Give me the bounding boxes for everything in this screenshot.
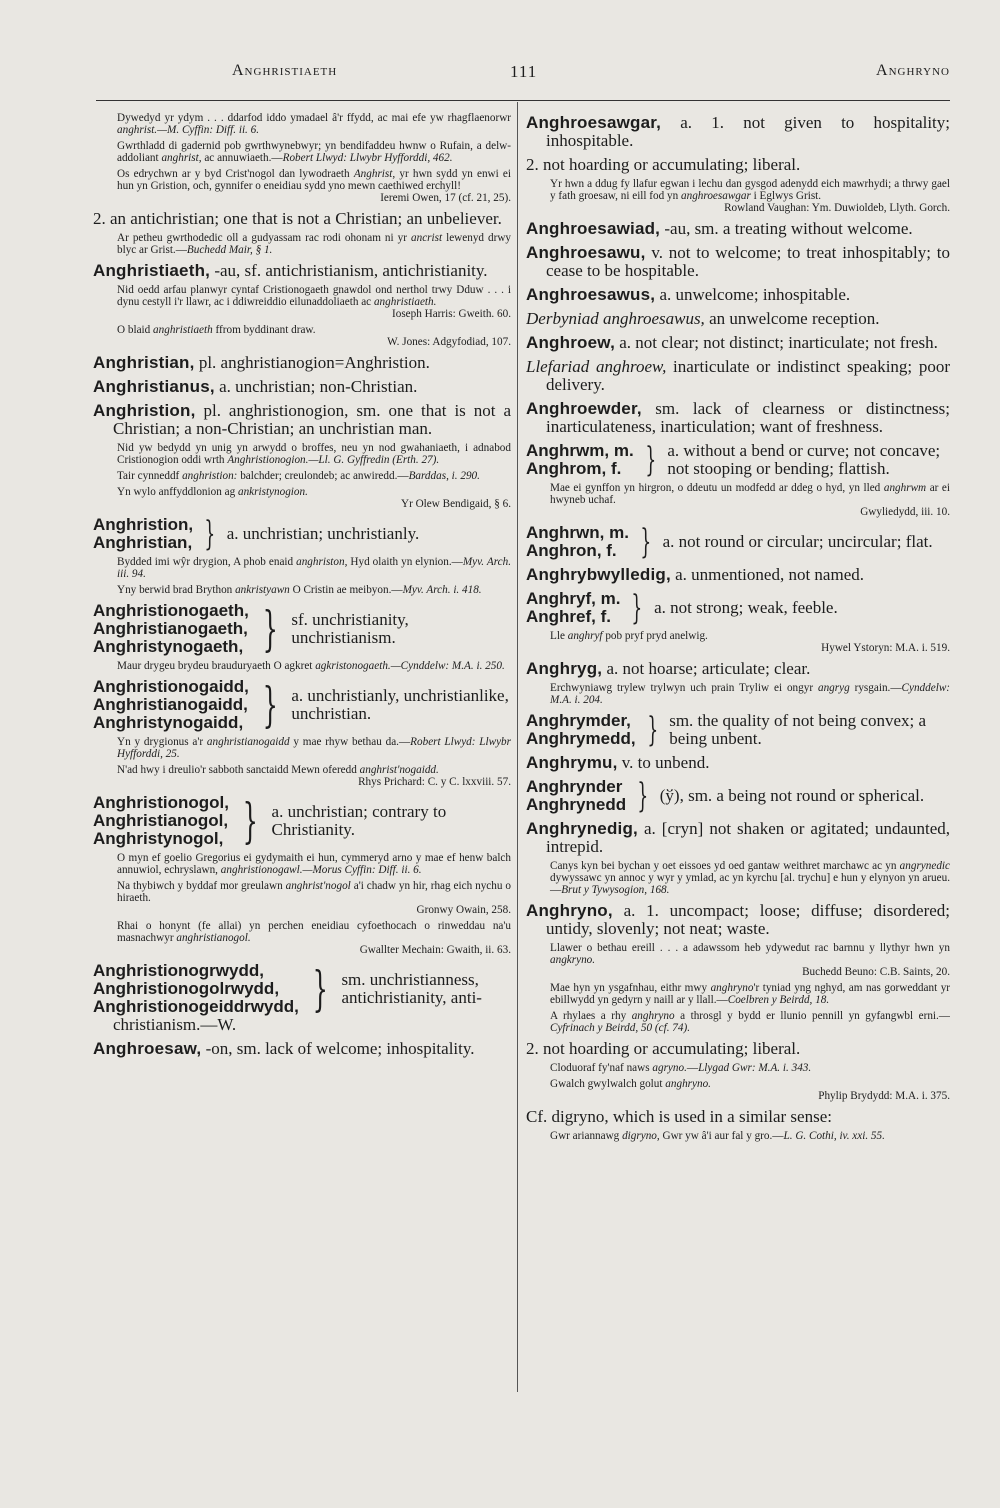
quotation: Yny berwid brad Brython ankristyawn O Cristin ae meibyon.—Myv. Arch. i. 418. — [117, 584, 482, 596]
quotation: N'ad hwy i dreulio'r sabboth sanctaidd Mewn oferedd anghrist'nogaidd. Rhys Prichard: C. y C. lxxviii. 57. — [117, 764, 511, 788]
quotation: Lle anghryf pob pryf pryd anelwig. Hywel Ystoryn: M.A. i. 519. — [550, 630, 950, 654]
cross-reference: Cf. digryno, which is used in a similar sense: — [526, 1107, 832, 1126]
example-phrase: Llefariad anghroew, inarticulate or indistinct speaking; poor delivery. — [526, 357, 950, 394]
header-rule — [96, 100, 950, 101]
sense-2: 2. an antichristian; one that is not a Christian; an unbeliever. — [93, 209, 502, 228]
quotation: Maur drygeu brydeu brauduryaeth O agkret agkristonogaeth.—Cynddelw: M.A. i. 250. — [117, 660, 505, 672]
entry-anghroesawiad: Anghroesawiad, -au, sm. a treating without welcome. — [526, 219, 913, 238]
quotation: Nid oedd arfau planwyr cyntaf Cristionogaeth gnawdol ond nerthol trwy Dduw . . . i dynu cestyll i'r llawr, ac i ddiwreiddio eilunaddoliaeth ac anghristiaeth. Ioseph Harris: Gweith. 60. — [117, 284, 511, 320]
quotation: Yn y drygionus a'r anghristianogaidd y mae rhyw bethau da.—Robert Llwyd: Llwybr Hyfforddi, 25. — [117, 736, 511, 760]
entry-anghroesaw: Anghroesaw, -on, sm. lack of welcome; inhospitality. — [93, 1039, 475, 1058]
quotation: Yr hwn a ddug fy llafur egwan i lechu dan gysgod adenydd eich mawrhydi; a thrwy gael y fath groesaw, ni eill fod yn anghroesawgar i Eglwys Grist. Rowland Vaughan: Ym. Duwioldeb, Llyth. Gorch. — [550, 178, 950, 214]
quotation: Mae ei gynffon yn hirgron, o ddeutu un modfedd ar ddeg o hyd, yn lled anghrwm ar ei hwyneb uchaf. Gwyliedydd, iii. 10. — [550, 482, 950, 518]
quotation: Gwrthladd di gadernid pob gwrthwynebwyr; yn bendifaddeu hwnw o Rufain, a delw-addoliant anghrist, ac annuwiaeth.—Robert Llwyd: Llwybr Hyfforddi, 462. — [117, 140, 511, 164]
entry-anghroewder: Anghroewder, sm. lack of clearness or distinctness; inarticulateness, inarticulation; want of freshness. — [526, 399, 950, 436]
entry-group-anghryf: Anghryf, m. Anghref, f. } a. not strong; weak, feeble. — [526, 588, 838, 628]
quotation: Os edrychwn ar y byd Crist'nogol dan lywodraeth Anghrist, yr hwn sydd yn enwi ei hun yn Gristion, och, gynnifer o eneidiau sydd yno mewn caethiwed erchyll! Ieremi Owen, 17 (cf. 21, 25). — [117, 168, 511, 204]
entry-anghristiaeth: Anghristiaeth, -au, sf. antichristianism, antichristianity. — [93, 261, 488, 280]
entry-group-anghrwn: Anghrwn, m. Anghron, f. } a. not round or circular; uncircular; flat. — [526, 522, 933, 562]
entry-anghrymu: Anghrymu, v. to unbend. — [526, 753, 710, 772]
quotation: O myn ef goelio Gregorius ei gydymaith ei hun, cymmeryd arno y mae ef henw balch annuwiol, echryslawn, anghristionogawl.—Morus Cyffin: Diff. ii. 6. — [117, 852, 511, 876]
entry-anghristianus: Anghristianus, a. unchristian; non-Christian. — [93, 377, 418, 396]
entry-anghroesawus: Anghroesawus, a. unwelcome; inhospitable. — [526, 285, 851, 304]
page-number: 111 — [510, 62, 538, 81]
entry-group-anghristionogol: Anghristionogol, Anghristianogol, Anghristynogol, } a. unchristian; contrary to Christianity. — [93, 793, 447, 849]
quotation: Tair cynneddf anghristion: balchder; creulondeb; ac anwiredd.—Barddas, i. 290. — [117, 470, 480, 482]
running-header — [100, 62, 950, 86]
header-right: Anghryno — [876, 62, 950, 79]
left-column — [93, 108, 511, 1398]
quotation: Bydded imi wŷr drygion, A phob enaid anghriston, Hyd olaith yn elynion.—Myv. Arch. iii. 94. — [117, 556, 511, 580]
entry-anghryno: Anghryno, a. 1. uncompact; loose; diffuse; disordered; untidy, slovenly; not neat; waste. — [526, 901, 950, 938]
right-column — [526, 108, 950, 1398]
entry-anghryg: Anghryg, a. not hoarse; articulate; clear. — [526, 659, 811, 678]
entry-anghrynedig: Anghrynedig, a. [cryn] not shaken or agitated; undaunted, intrepid. — [526, 819, 950, 856]
quotation: Cloduoraf fy'naf naws agryno.—Llygad Gwr: M.A. i. 343. — [550, 1062, 812, 1074]
quotation: Erchwyniawg trylew trylwyn uch prain Tryliw ei ongyr angryg rysgain.—Cynddelw: M.A. i. 204. — [550, 682, 950, 706]
entry-group-anghristion-adj: Anghristion, Anghristian, } a. unchristian; unchristianly. — [93, 514, 420, 554]
quotation: Rhai o honynt (fe allai) yn perchen eneidiau cyfoethocach o rinweddau na'u masnachwyr anghristianogol. Gwallter Mechain: Gwaith, ii. 63. — [117, 920, 511, 956]
entry-anghroesawu: Anghroesawu, v. not to welcome; to treat inhospitably; to cease to be hospitable. — [526, 243, 950, 280]
quotation: Na thybiwch y byddaf mor greulawn anghrist'nogol a'i chadw yn hir, rhag eich nychu o hiraeth. Gronwy Owain, 258. — [117, 880, 511, 916]
quotation: Mae hyn yn ysgafnhau, eithr mwy anghryno'r tyniad yng nghyd, am nas gorweddant yr ebillwydd yn gedyrn y naill ar y llall.—Coelbren y Beirdd, 18. — [550, 982, 950, 1006]
example-phrase: Derbyniad anghroesawus, an unwelcome reception. — [526, 309, 880, 328]
entry-anghristian: Anghristian, pl. anghristianogion=Anghristion. — [93, 353, 430, 372]
quotation: Gwr ariannawg digryno, Gwr yw â'i aur fal y gro.—L. G. Cothi, iv. xxi. 55. — [550, 1130, 885, 1142]
entry-anghroesawgar: Anghroesawgar, a. 1. not given to hospitality; inhospitable. — [526, 113, 950, 150]
quotation: Ar petheu gwrthodedic oll a gudyassam rac rodi ohonam ni yr ancrist lewenyd drwy blyc ar Grist.—Buchedd Mair, § 1. — [117, 232, 511, 256]
entry-group-anghrymder: Anghrymder, Anghrymedd, } sm. the quality of not being convex; a being unbent. — [526, 710, 927, 750]
entry-group-anghristionogaeth: Anghristionogaeth, Anghristianogaeth, Anghristynogaeth, } sf. unchristianity, unchristianism. — [93, 601, 409, 657]
header-left: Anghristiaeth — [232, 62, 338, 79]
entry-anghrybwylledig: Anghrybwylledig, a. unmentioned, not named. — [526, 565, 864, 584]
quotation: Dywedyd yr ydym . . . ddarfod iddo ymadael â'r ffydd, ac mai efe yw rhagflaenorwr anghrist.—M. Cyffin: Diff. ii. 6. — [117, 112, 511, 136]
sense-2: 2. not hoarding or accumulating; liberal. — [526, 1039, 801, 1058]
entry-group-anghristionogaidd: Anghristionogaidd, Anghristianogaidd, Anghristynogaidd, } a. unchristianly, unchristianlike, unchristian. — [93, 677, 509, 733]
entry-group-anghrwm: Anghrwm, m. Anghrom, f. } a. without a bend or curve; not concave; not stooping or bending; flattish. — [526, 440, 941, 480]
entry-anghristion: Anghristion, pl. anghristionogion, sm. one that is not a Christian; a non-Christian; an unchristian man. — [93, 401, 511, 438]
sense-2: 2. not hoarding or accumulating; liberal. — [526, 155, 801, 174]
quotation: Llawer o bethau ereill . . . a adawssom heb ydywedut rac barnnu y llythyr hwn yn angkryno. Buchedd Beuno: C.B. Saints, 20. — [550, 942, 950, 978]
entry-group-anghrynder: Anghrynder Anghrynedd } (ў), sm. a being not round or spherical. — [526, 776, 925, 816]
entry-anghroew: Anghroew, a. not clear; not distinct; inarticulate; not fresh. — [526, 333, 938, 352]
entry-tail: christianism.—W. — [113, 1015, 237, 1034]
quotation: Canys kyn bei bychan y oet eissoes yd oed gantaw weithret marchawc ac yn angrynedic dywyssawc yn annoc y wyr y ymlad, ac yn kyrchu [al. trychu] e hun y elynyon yn arueu.—Brut y Tywysogion, 168. — [550, 860, 950, 896]
quotation: O blaid anghristiaeth ffrom byddinant draw. W. Jones: Adgyfodiad, 107. — [117, 324, 511, 348]
quotation: Gwalch gwylwalch golut anghryno. Phylip Brydydd: M.A. i. 375. — [550, 1078, 950, 1102]
column-divider — [517, 102, 518, 1392]
quotation: Nid yw bedydd yn unig yn arwydd o broffes, neu yn nod gwahaniaeth, i adnabod Cristionogion oddi wrth Anghristionogion.—Ll. G. Gyffredin (Erth. 27). — [117, 442, 511, 466]
entry-group-anghristionogrwydd: Anghristionogrwydd, Anghristionogolrwydd, Anghristionogeiddrwydd, } sm. unchristianness, antichristianity, anti- — [93, 961, 482, 1017]
quotation: A rhylaes a rhy anghryno a throsgl y bydd er llunio pennill yn gyfangwbl erni.—Cyfrinach y Beirdd, 50 (cf. 74). — [550, 1010, 950, 1034]
quotation: Yn wylo anffyddlonion ag ankristynogion. Yr Olew Bendigaid, § 6. — [117, 486, 511, 510]
